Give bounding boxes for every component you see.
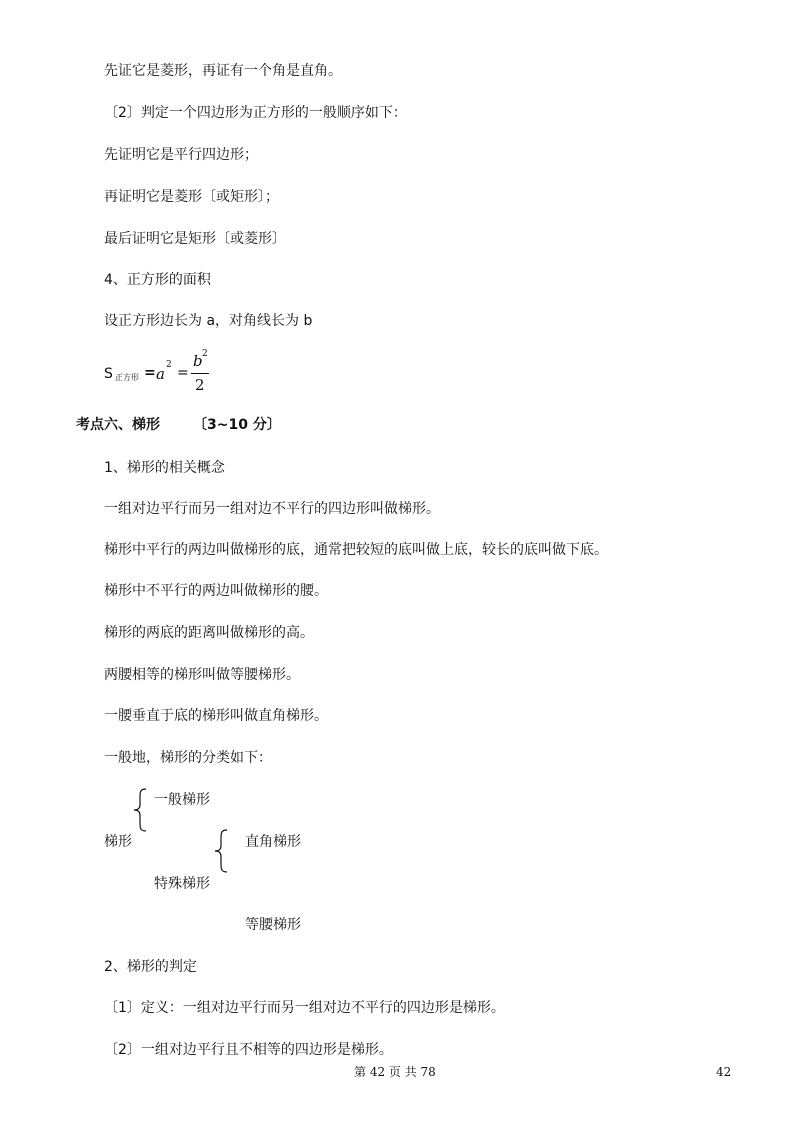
page-pagination: 第 42 页 共 78 [354, 1065, 436, 1079]
subheading: 2、梯形的判定 [104, 959, 197, 975]
formula-a: a [156, 365, 165, 383]
formula-equals: = [144, 365, 156, 381]
text-line: 一腰垂直于底的梯形叫做直角梯形。 [104, 708, 328, 724]
tree-general: 一般梯形 [154, 792, 210, 808]
text-line: 〔2〕判定一个四边形为正方形的一般顺序如下： [104, 105, 407, 121]
formula-b: b [193, 352, 203, 370]
left-brace [132, 788, 148, 832]
text-line: 设正方形边长为 a，对角线长为 b [104, 313, 313, 329]
text-line: 两腰相等的梯形叫做等腰梯形。 [104, 667, 300, 683]
text-line: 〔2〕一组对边平行且不相等的四边形是梯形。 [104, 1042, 393, 1058]
left-brace [213, 829, 229, 873]
text-line: 先证明它是平行四边形； [104, 147, 258, 163]
text-line: 一组对边平行而另一组对边不平行的四边形叫做梯形。 [104, 501, 440, 517]
fraction-bar [191, 373, 209, 374]
tree-special: 特殊梯形 [154, 876, 210, 892]
section-score: 〔3~10 分〕 [193, 417, 281, 433]
area-formula [104, 349, 224, 396]
text-line: 最后证明它是矩形〔或菱形〕 [104, 231, 286, 247]
tree-right: 直角梯形 [245, 834, 301, 850]
page-number: 42 [716, 1065, 732, 1079]
text-line: 再证明它是菱形〔或矩形〕； [104, 189, 279, 205]
formula-denominator: 2 [195, 376, 205, 394]
formula-a-exponent: 2 [166, 360, 172, 370]
text-line: 一般地，梯形的分类如下： [104, 750, 272, 766]
subheading: 4、正方形的面积 [104, 272, 211, 288]
text-line: 梯形的两底的距离叫做梯形的高。 [104, 625, 314, 641]
text-line: 梯形中不平行的两边叫做梯形的腰。 [104, 583, 328, 599]
text-line: 〔1〕定义：一组对边平行而另一组对边不平行的四边形是梯形。 [104, 1000, 505, 1016]
tree-isosceles: 等腰梯形 [245, 917, 301, 933]
section-heading: 考点六、梯形 [76, 417, 160, 433]
text-line: 梯形中平行的两边叫做梯形的底，通常把较短的底叫做上底，较长的底叫做下底。 [104, 542, 608, 558]
formula-s: S [104, 366, 113, 382]
subheading: 1、梯形的相关概念 [104, 460, 225, 476]
text-line: 先证它是菱形，再证有一个角是直角。 [104, 63, 342, 79]
formula-equals-2: = [177, 365, 189, 381]
tree-root: 梯形 [104, 834, 132, 850]
formula-subscript: 正方形 [115, 373, 139, 382]
formula-b-exponent: 2 [202, 349, 208, 359]
